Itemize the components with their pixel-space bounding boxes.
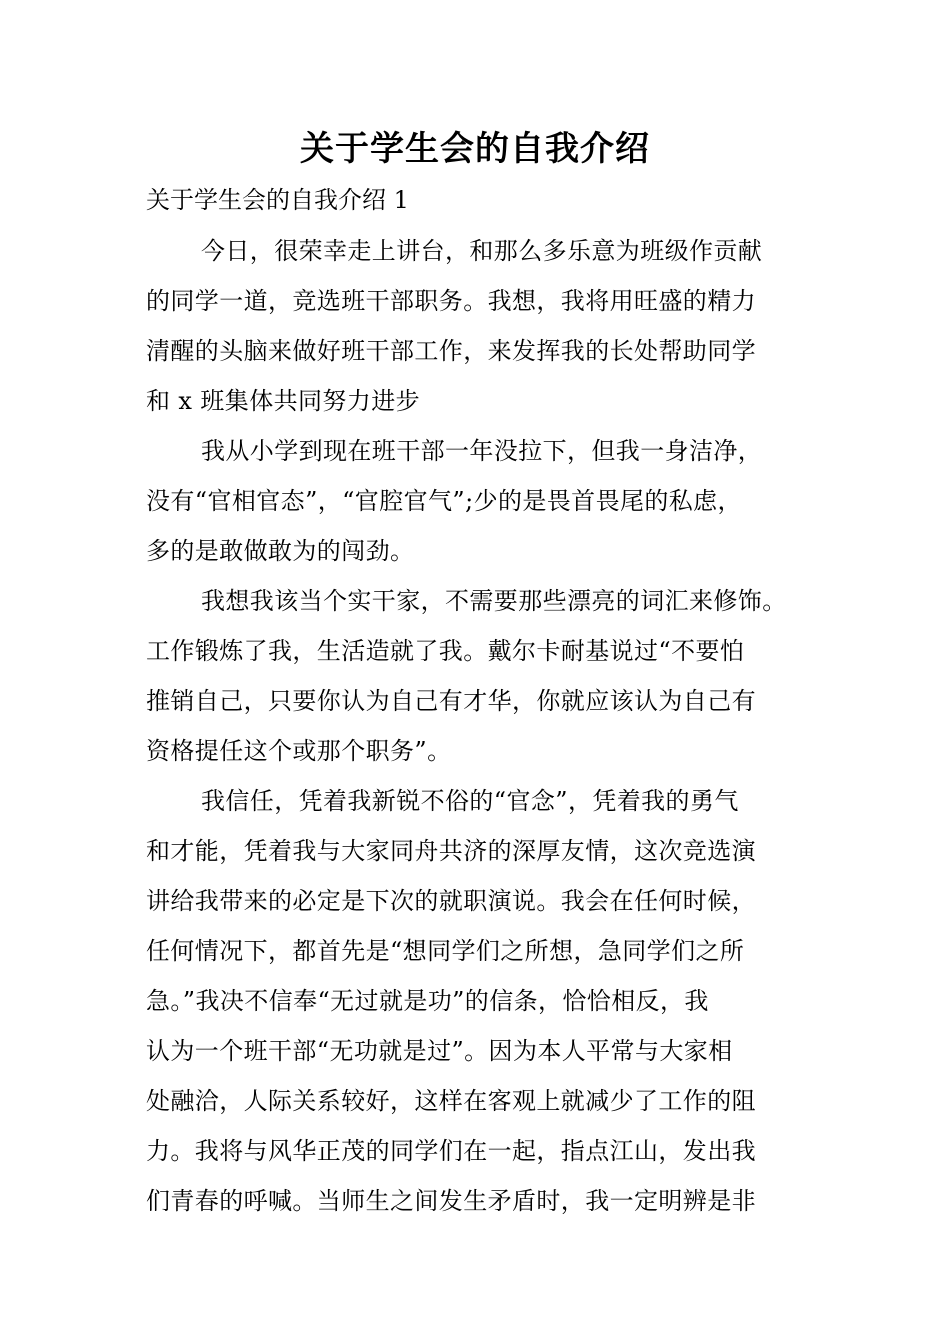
text-line: 资格提任这个或那个职务”。 [146, 737, 452, 765]
text-line: 没有“官相官态”，“官腔官气”;少的是畏首畏尾的私虑， [146, 487, 742, 515]
text-line: 工作锻炼了我，生活造就了我。戴尔卡耐基说过“不要怕 [146, 637, 745, 665]
text-line: 多的是敢做敢为的闯劲。 [146, 537, 415, 565]
text-line: 的同学一道，竞选班干部职务。我想，我将用旺盛的精力 [146, 287, 756, 315]
text-line: 处融洽，人际关系较好，这样在客观上就减少了工作的阻 [146, 1087, 756, 1115]
text-line: 力。我将与风华正茂的同学们在一起，指点江山，发出我 [146, 1137, 756, 1165]
paragraph-3 [146, 576, 826, 776]
text-line: 推销自己，只要你认为自己有才华，你就应该认为自己有 [146, 687, 756, 715]
document-body [146, 226, 826, 1226]
paragraph-1 [146, 226, 826, 426]
text-line: 我从小学到现在班干部一年没拉下，但我一身洁净， [201, 437, 763, 465]
text-line: 清醒的头脑来做好班干部工作，来发挥我的长处帮助同学 [146, 337, 756, 365]
text-line: 们青春的呼喊。当师生之间发生矛盾时，我一定明辨是非 [146, 1187, 756, 1215]
text-line: 我信任，凭着我新锐不俗的“官念”，凭着我的勇气 [201, 787, 739, 815]
paragraph-4 [146, 776, 826, 1226]
text-line: 今日，很荣幸走上讲台，和那么多乐意为班级作贡献 [201, 237, 763, 265]
text-line: 急。”我决不信奉“无过就是功”的信条，恰恰相反，我 [146, 987, 709, 1015]
text-line: 我想我该当个实干家，不需要那些漂亮的词汇来修饰。 [201, 587, 787, 615]
paragraph-2 [146, 426, 826, 576]
text-line: 讲给我带来的必定是下次的就职演说。我会在任何时候， [146, 887, 756, 915]
text-line: 任何情况下，都首先是“想同学们之所想，急同学们之所 [146, 937, 745, 965]
text-line: 和 x 班集体共同努力进步 [146, 387, 420, 415]
section-heading: 关于学生会的自我介绍 1 [146, 186, 409, 214]
document-title: 关于学生会的自我介绍 [300, 129, 650, 169]
text-line: 和才能，凭着我与大家同舟共济的深厚友情，这次竞选演 [146, 837, 756, 865]
text-line: 认为一个班干部“无功就是过”。因为本人平常与大家相 [146, 1037, 733, 1065]
